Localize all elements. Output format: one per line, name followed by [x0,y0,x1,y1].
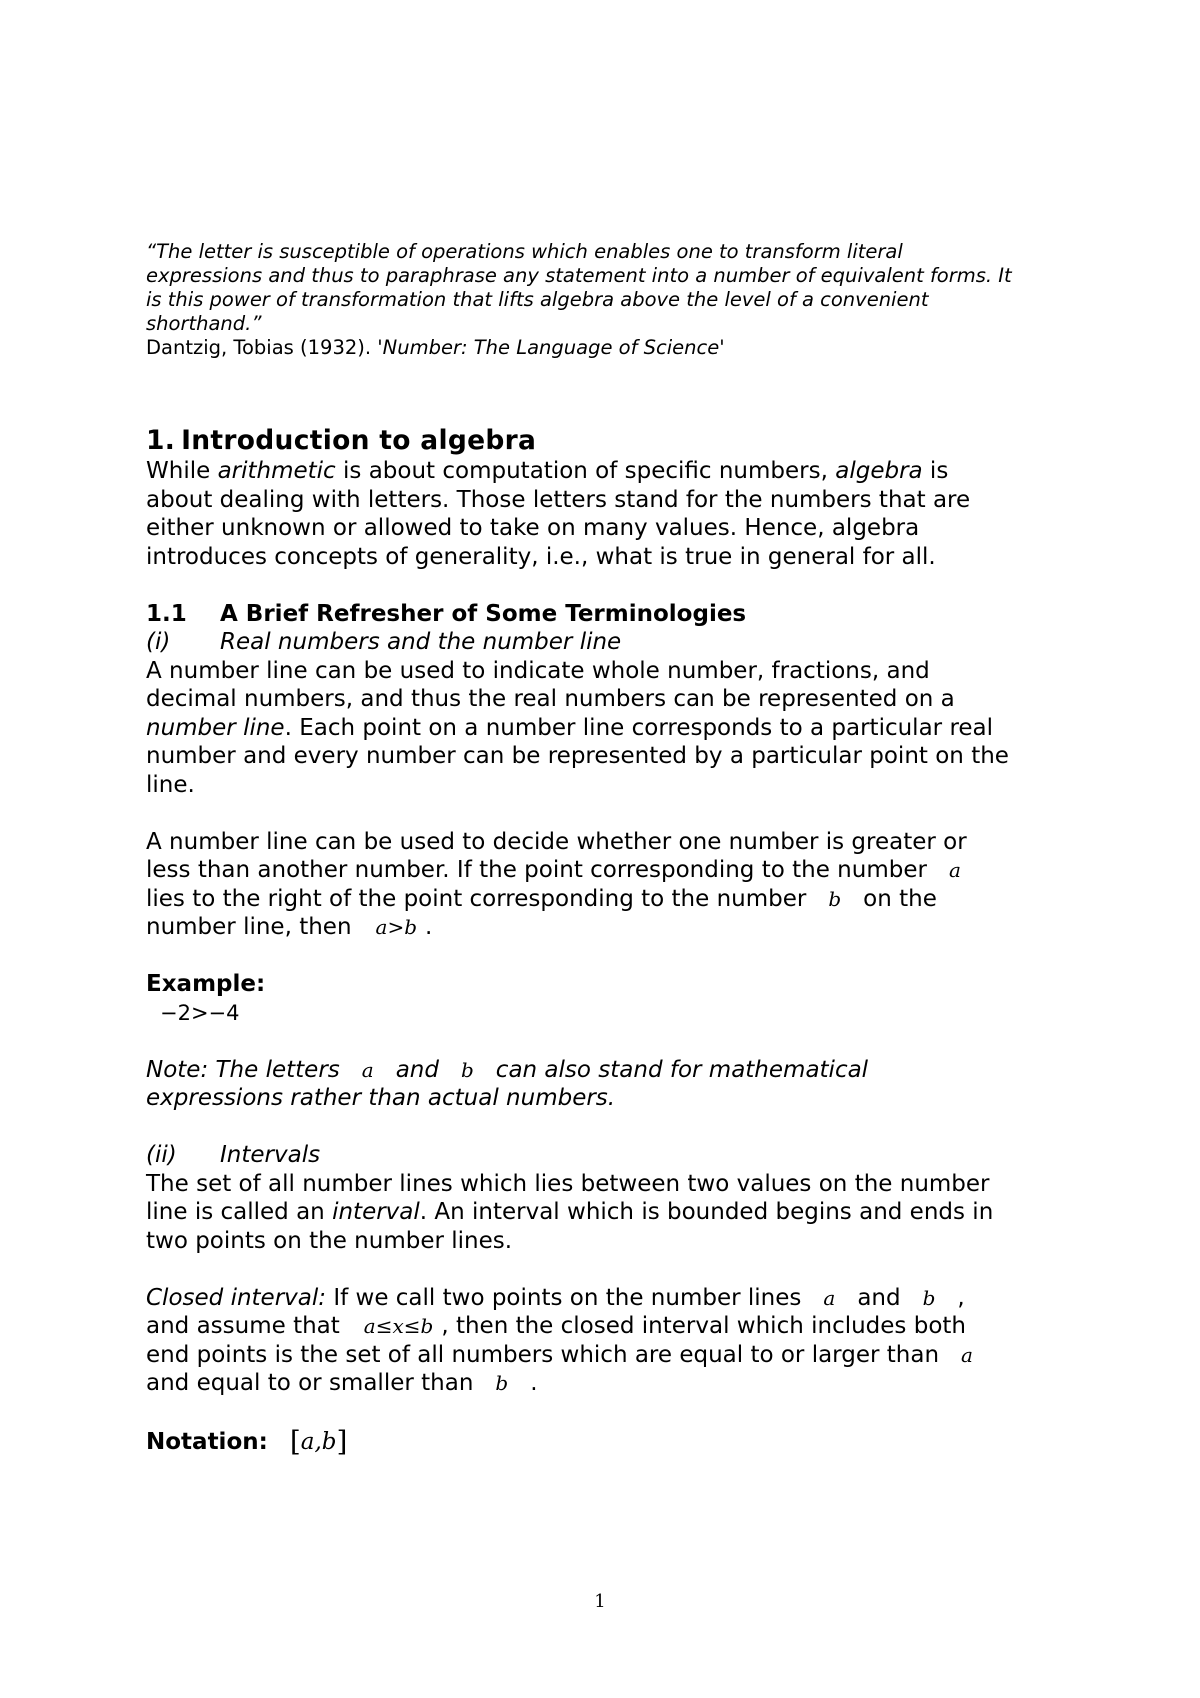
paragraph-line [146,1312,1086,1341]
page-content [146,240,1086,1457]
page-number: 1 [594,1591,606,1612]
math-var-a: a [948,858,961,882]
math-inequality: a≤x≤b [363,1314,434,1338]
math-inequality: a>b [375,915,418,939]
paragraph-line [146,457,1086,486]
paragraph-line [146,885,1086,914]
paragraph-line: introduces concepts of generality, i.e., what is true in general for all. [146,543,936,570]
text-run: . [530,1370,538,1396]
text-run: is about computation of specific numbers, [335,458,836,484]
quote-line: shorthand.” [146,312,262,335]
text-run: and assume that [146,1313,340,1339]
section-title: Introduction to algebra [181,425,537,456]
bracket-close: ] [336,1425,348,1458]
subsection-number: 1.1 [146,600,187,627]
text-run: and equal to or smaller than [146,1370,474,1396]
epigraph-quote [146,240,1086,336]
item-title: Intervals [220,1142,321,1168]
text-run: , then the closed interval which includes both [441,1313,966,1339]
paragraph-line: two points on the number lines. [146,1227,513,1254]
math-var-b: b [460,1057,474,1082]
math-var-b: b [922,1285,936,1310]
text-run: line is called an [146,1199,333,1225]
math-var-b: b [828,886,842,911]
paragraph-line [146,856,1086,885]
text-run: on the [863,885,937,912]
note-line [146,1056,1086,1085]
notation-label: Notation: [146,1429,268,1455]
notation-line [146,1426,1086,1457]
paragraph-line: number and every number can be represented by a particular point on the [146,743,1009,769]
paragraph-line [146,1341,1086,1370]
text-run: , [957,1284,965,1311]
text-run: lies to the right of the point corresponding to the number [146,885,807,912]
closed-interval-label: Closed interval: [146,1284,327,1311]
notation-expression [289,1425,348,1458]
emphasis-interval: interval [332,1199,420,1225]
notation-inner: a,b [300,1429,337,1455]
sub-subsection-heading [146,1141,1086,1170]
text-run: and [857,1284,901,1311]
quote-author: Dantzig, Tobias (1932). ' [146,336,383,359]
math-var-a: a [361,1057,374,1082]
quote-line: “The letter is susceptible of operations which enables one to transform literal [146,240,903,263]
math-var-b: b [495,1371,509,1395]
paragraph-line: line. [146,771,195,798]
example-expression: −2>−4 [160,1000,240,1025]
quote-attribution [146,336,1086,360]
subsection-heading [146,600,1086,629]
text-run: If we call two points on the number lines [326,1284,802,1311]
quote-line: expressions and thus to paraphrase any statement into a number of equivalent forms. It [146,264,1012,287]
paragraph-line: A number line can be used to indicate whole number, fractions, and [146,657,930,684]
text-run: number line, then [146,914,352,940]
emphasis-algebra: algebra [835,458,923,484]
text-run: Note: The letters [146,1056,340,1083]
example-label: Example: [146,971,266,997]
text-run: . An interval which is bounded begins and ends in [419,1199,994,1225]
sub-subsection-heading [146,628,1086,657]
quote-work: Number: The Language of Science' [382,336,725,359]
section-number: 1. [146,425,176,456]
text-run: end points is the set of all numbers which are equal to or larger than [146,1341,940,1368]
subsection-title: A Brief Refresher of Some Terminologies [220,600,747,627]
text-run: less than another number. If the point corresponding to the number [146,857,927,883]
text-run: is [922,458,949,484]
text-run: . [425,914,433,940]
emphasis-arithmetic: arithmetic [217,458,336,484]
item-title: Real numbers and the number line [220,629,622,655]
paragraph-line [146,913,1086,942]
math-var-a: a [961,1342,973,1367]
paragraph-line: A number line can be used to decide whether one number is greater or [146,828,967,855]
paragraph-line [146,1369,1086,1398]
text-run: can also stand for mathematical [495,1056,869,1083]
paragraph-line [146,1198,1086,1227]
paragraph-line: The set of all number lines which lies between two values on the number [146,1170,990,1197]
paragraph-line [146,1284,1086,1313]
text-run: . Each point on a number line corresponds to a particular real [284,714,994,741]
note-line: expressions rather than actual numbers. [146,1085,616,1111]
math-var-a: a [823,1285,836,1310]
paragraph-line [146,714,1086,743]
quote-line: is this power of transformation that lifts algebra above the level of a convenient [146,288,929,311]
emphasis-number-line: number line [146,714,285,741]
paragraph-line: about dealing with letters. Those letters stand for the numbers that are [146,486,971,513]
item-number: (i) [146,629,171,655]
item-number: (ii) [146,1142,177,1168]
section-heading-1 [146,425,1086,457]
text-run: and [395,1056,439,1083]
bracket-open: [ [289,1425,301,1458]
paragraph-line: decimal numbers, and thus the real numbers can be represented on a [146,686,955,712]
paragraph-line: either unknown or allowed to take on many values. Hence, algebra [146,515,920,541]
text-run: While [146,458,218,484]
